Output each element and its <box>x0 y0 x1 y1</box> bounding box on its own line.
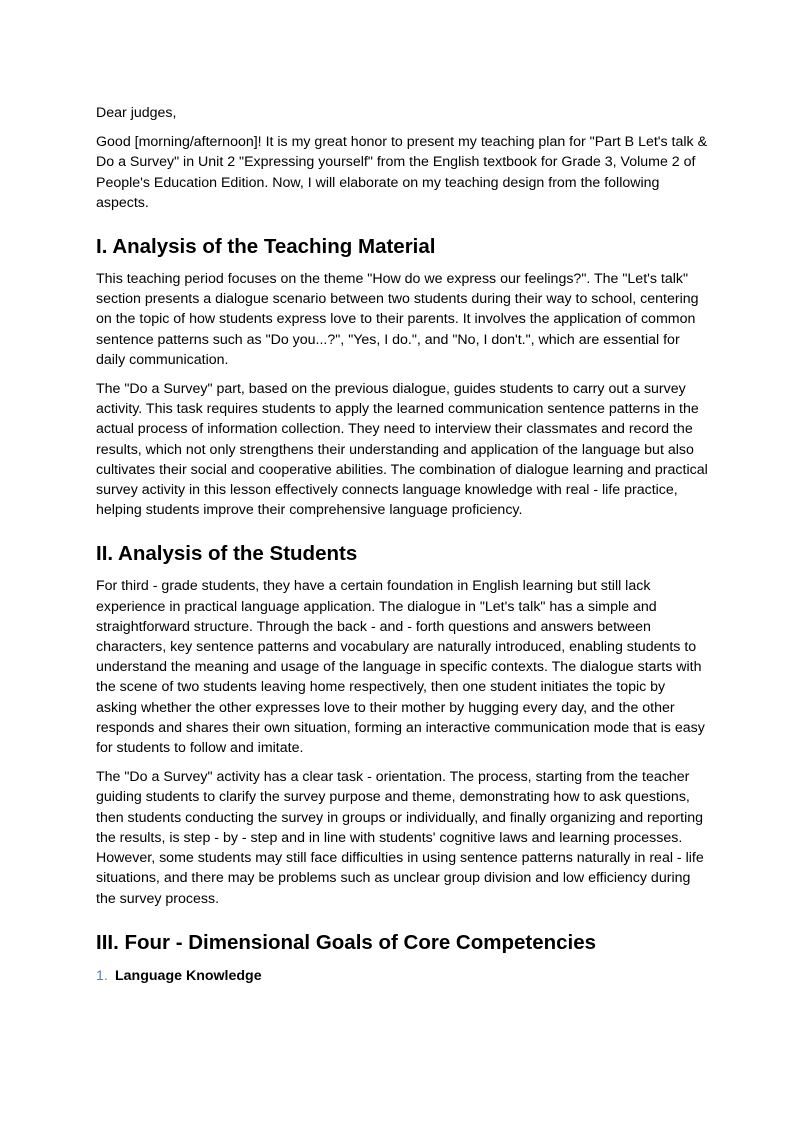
greeting: Dear judges, <box>96 105 177 121</box>
document-page <box>96 103 708 986</box>
list-number: 1. <box>96 967 108 984</box>
section-heading-teaching-material: I. Analysis of the Teaching Material <box>96 235 436 259</box>
paragraph: The "Do a Survey" part, based on the previous dialogue, guides students to carry out a survey activity. This task requires students to apply the learned communication sentence patterns in the actual process of information collection. They need to interview their classmates and record the results, which not only strengthens their understanding and application of the language but also cultivates their social and cooperative abilities. The combination of dialogue learning and practical survey activity in this lesson effectively connects language knowledge with real - life practice, helping students improve their comprehensive language proficiency. <box>96 381 708 519</box>
list-item <box>96 966 708 986</box>
paragraph: This teaching period focuses on the theme "How do we express our feelings?". The "Let's talk" section presents a dialogue scenario between two students during their way to school, centering on the topic of how students express love to their parents. It involves the application of common sentence patterns such as "Do you...?", "Yes, I do.", and "No, I don't.", which are essential for daily communication. <box>96 271 699 368</box>
list-item-label: Language Knowledge <box>115 967 262 984</box>
section-heading-core-competencies: III. Four - Dimensional Goals of Core Competencies <box>96 930 597 954</box>
paragraph: The "Do a Survey" activity has a clear task - orientation. The process, starting from the teacher guiding students to clarify the survey purpose and theme, demonstrating how to ask questions, then students conducting the survey in groups or individually, and finally organizing and reporting the results, is step - by - step and in line with students' cognitive laws and learning processes. However, some students may still face difficulties in using sentence patterns naturally in real - life situations, and there may be problems such as unclear group division and low efficiency during the survey process. <box>96 769 704 907</box>
paragraph: For third - grade students, they have a certain foundation in English learning but still lack experience in practical language application. The dialogue in "Let's talk" has a simple and straightforward structure. Through the back - and - forth questions and answers between characters, key sentence patterns and vocabulary are naturally introduced, enabling students to understand the meaning and usage of the language in specific contexts. The dialogue starts with the scene of two students leaving home respectively, then one student initiates the topic by asking whether the other expresses love to their mother by hugging every day, and the other responds and shares their own situation, forming an interactive communication mode that is easy for students to follow and imitate. <box>96 578 705 757</box>
intro-paragraph: Good [morning/afternoon]! It is my great honor to present my teaching plan for "Part B Let's talk & Do a Survey" in Unit 2 "Expressing yourself" from the English textbook for Grade 3, Volume 2 of People's Education Edition. Now, I will elaborate on my teaching design from the following aspects. <box>96 134 708 211</box>
section-heading-students: II. Analysis of the Students <box>96 542 358 566</box>
